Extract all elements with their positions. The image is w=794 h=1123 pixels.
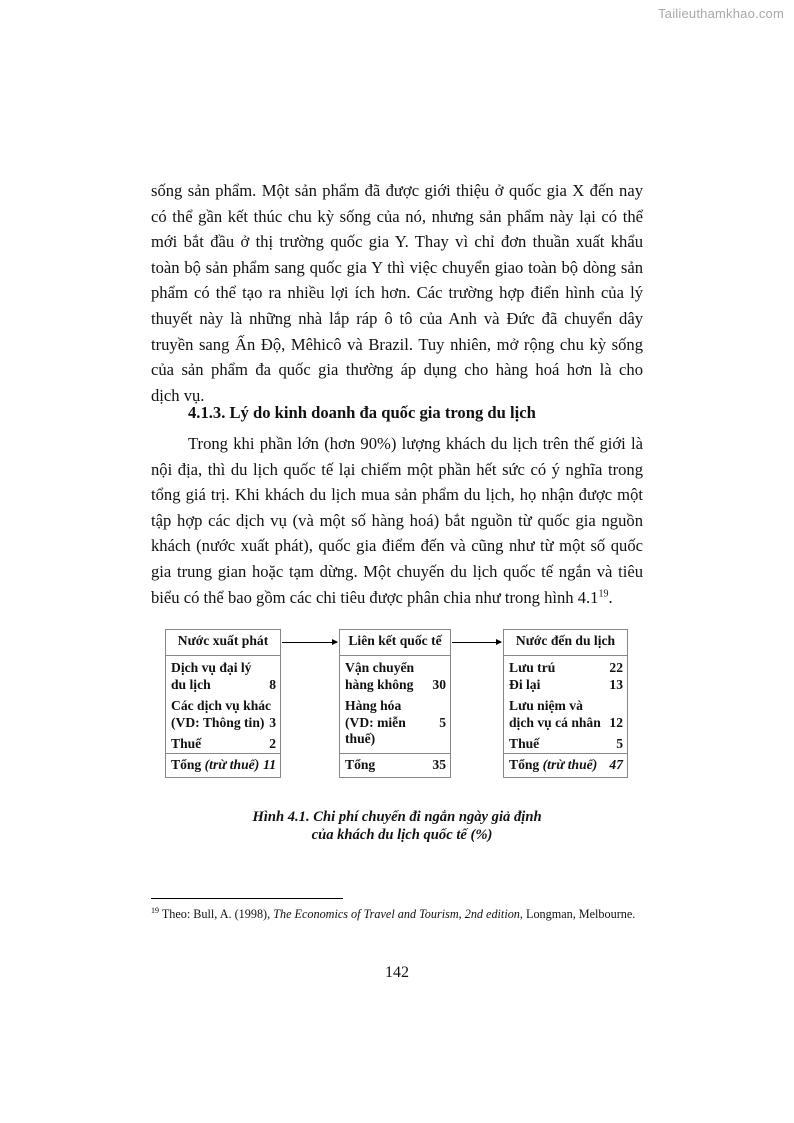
item-label: Vận chuyển	[345, 660, 415, 675]
text-line: toàn bộ sản phẩm sang quốc gia Y thì việc chuyển giao toàn bộ dòng sản	[151, 257, 643, 277]
paragraph-2	[151, 431, 643, 610]
box-total	[166, 753, 280, 777]
footnote	[151, 906, 643, 922]
text-line: tổng giá trị. Khi khách du lịch mua sản phẩm du lịch, họ nhận được một	[151, 485, 643, 505]
item-value: 22	[609, 660, 623, 675]
box-title: Nước xuất phát	[166, 630, 280, 656]
text-line: phẩm có thể tạo ra nhiều lợi ích hơn. Các trường hợp điển hình của lý	[151, 283, 643, 303]
item-value: 12	[609, 714, 623, 730]
text-line: thuyết này là những nhà lắp ráp ô tô của Anh và Đức đã chuyển dây	[151, 308, 643, 328]
text-segment: biểu có thể bao gồm các chi tiêu được phân chia như trong hình 4.1	[151, 587, 599, 607]
paragraph-1	[151, 178, 643, 408]
footnote-ref[interactable]: 19	[598, 588, 609, 600]
text-line: Trong khi phần lớn (hơn 90%) lượng khách du lịch trên thế giới là	[188, 434, 643, 453]
text-line: mới bắt đầu ở thị trường quốc gia Y. Thay vì chỉ đơn thuần xuất khẩu	[151, 232, 643, 252]
box-origin-country	[165, 629, 281, 778]
text-line: khách (nước xuất phát), quốc gia điểm đến và cũng như từ một số quốc	[151, 536, 643, 556]
footnote-text: ,	[458, 907, 465, 921]
total-note: (trừ thuế)	[542, 757, 598, 772]
text-line: sống sản phẩm. Một sản phẩm đã được giới thiệu ở quốc gia X đến nay	[151, 181, 643, 200]
item-label: du lịch	[171, 676, 211, 692]
box-title: Liên kết quốc tế	[340, 630, 450, 656]
text-line: có thể gần kết thúc chu kỳ sống của nó, nhưng sản phẩm này lại có thể	[151, 206, 643, 226]
box-international-link	[339, 629, 451, 778]
item-label: (VD: miễn thuế)	[345, 714, 406, 746]
item-value: 2	[269, 736, 276, 751]
item-label: Các dịch vụ khác	[171, 698, 272, 713]
item-value: 3	[269, 714, 276, 730]
text-line: của sản phẩm đa quốc gia thường áp dụng cho hàng hoá hơn là cho	[151, 360, 643, 380]
text-line: dịch vụ.	[151, 385, 205, 405]
item-label: hàng không	[345, 676, 414, 692]
item-label: Thuế	[171, 736, 202, 751]
item-label: Hàng hóa	[345, 698, 402, 713]
item-label: Thuế	[509, 736, 540, 751]
text-line: tập hợp các dịch vụ (và một số hàng hoá) bắt nguồn từ quốc gia nguồn	[151, 510, 643, 530]
footnote-book-title: The Economics of Travel and Tourism	[273, 907, 459, 921]
footnote-edition: 2nd edition	[464, 907, 520, 921]
total-label: Tổng	[171, 757, 202, 772]
item-label: Dịch vụ đại lý	[171, 660, 252, 675]
item-label: (VD: Thông tin)	[171, 714, 265, 730]
total-value: 35	[432, 757, 446, 772]
item-label: Lưu trú	[509, 660, 556, 675]
item-label: dịch vụ cá nhân	[509, 714, 601, 730]
total-label: Tổng	[509, 757, 540, 772]
text-line: gia trung gian hoặc tạm dừng. Một chuyến du lịch quốc tế ngắn và tiêu	[151, 561, 643, 581]
watermark: Tailieuthamkhao.com	[658, 6, 784, 21]
footnote-divider	[151, 898, 343, 899]
text-line-last	[151, 585, 643, 611]
text-line: nội địa, thì du lịch quốc tế lại chiếm một phần hết sức có ý nghĩa trong	[151, 459, 643, 479]
total-value: 47	[609, 757, 623, 772]
item-value: 5	[439, 714, 446, 730]
box-destination-country	[503, 629, 628, 778]
page-number: 142	[385, 964, 409, 981]
text-line: truyền sang Ấn Độ, Mêhicô và Brazil. Tuy nhiên, mở rộng chu kỳ sống	[151, 334, 643, 354]
footnote-text: , Longman, Melbourne.	[519, 907, 636, 921]
footnote-text: Theo: Bull, A. (1998),	[159, 907, 274, 921]
item-value: 8	[269, 676, 276, 692]
caption-line-2: của khách du lịch quốc tế (%)	[311, 827, 493, 843]
total-note: (trừ thuế)	[204, 757, 260, 772]
caption-line-1: Hình 4.1. Chi phí chuyến đi ngắn ngày giả định	[252, 809, 542, 825]
period: .	[608, 587, 613, 607]
item-value: 13	[609, 676, 623, 692]
box-total	[340, 753, 450, 777]
item-value: 5	[616, 736, 623, 751]
box-total	[504, 753, 627, 777]
item-label: Lưu niệm và	[509, 698, 583, 713]
item-value: 30	[432, 676, 446, 692]
box-title: Nước đến du lịch	[504, 630, 627, 656]
arrow-right-icon	[282, 642, 337, 643]
section-heading: 4.1.3. Lý do kinh doanh đa quốc gia trong du lịch	[188, 403, 536, 422]
footnote-number: 19	[151, 905, 159, 915]
item-label: Đi lại	[509, 676, 541, 692]
figure-caption	[0, 808, 794, 844]
total-label: Tổng	[345, 757, 376, 772]
arrow-right-icon	[452, 642, 501, 643]
total-value: 11	[263, 757, 276, 772]
